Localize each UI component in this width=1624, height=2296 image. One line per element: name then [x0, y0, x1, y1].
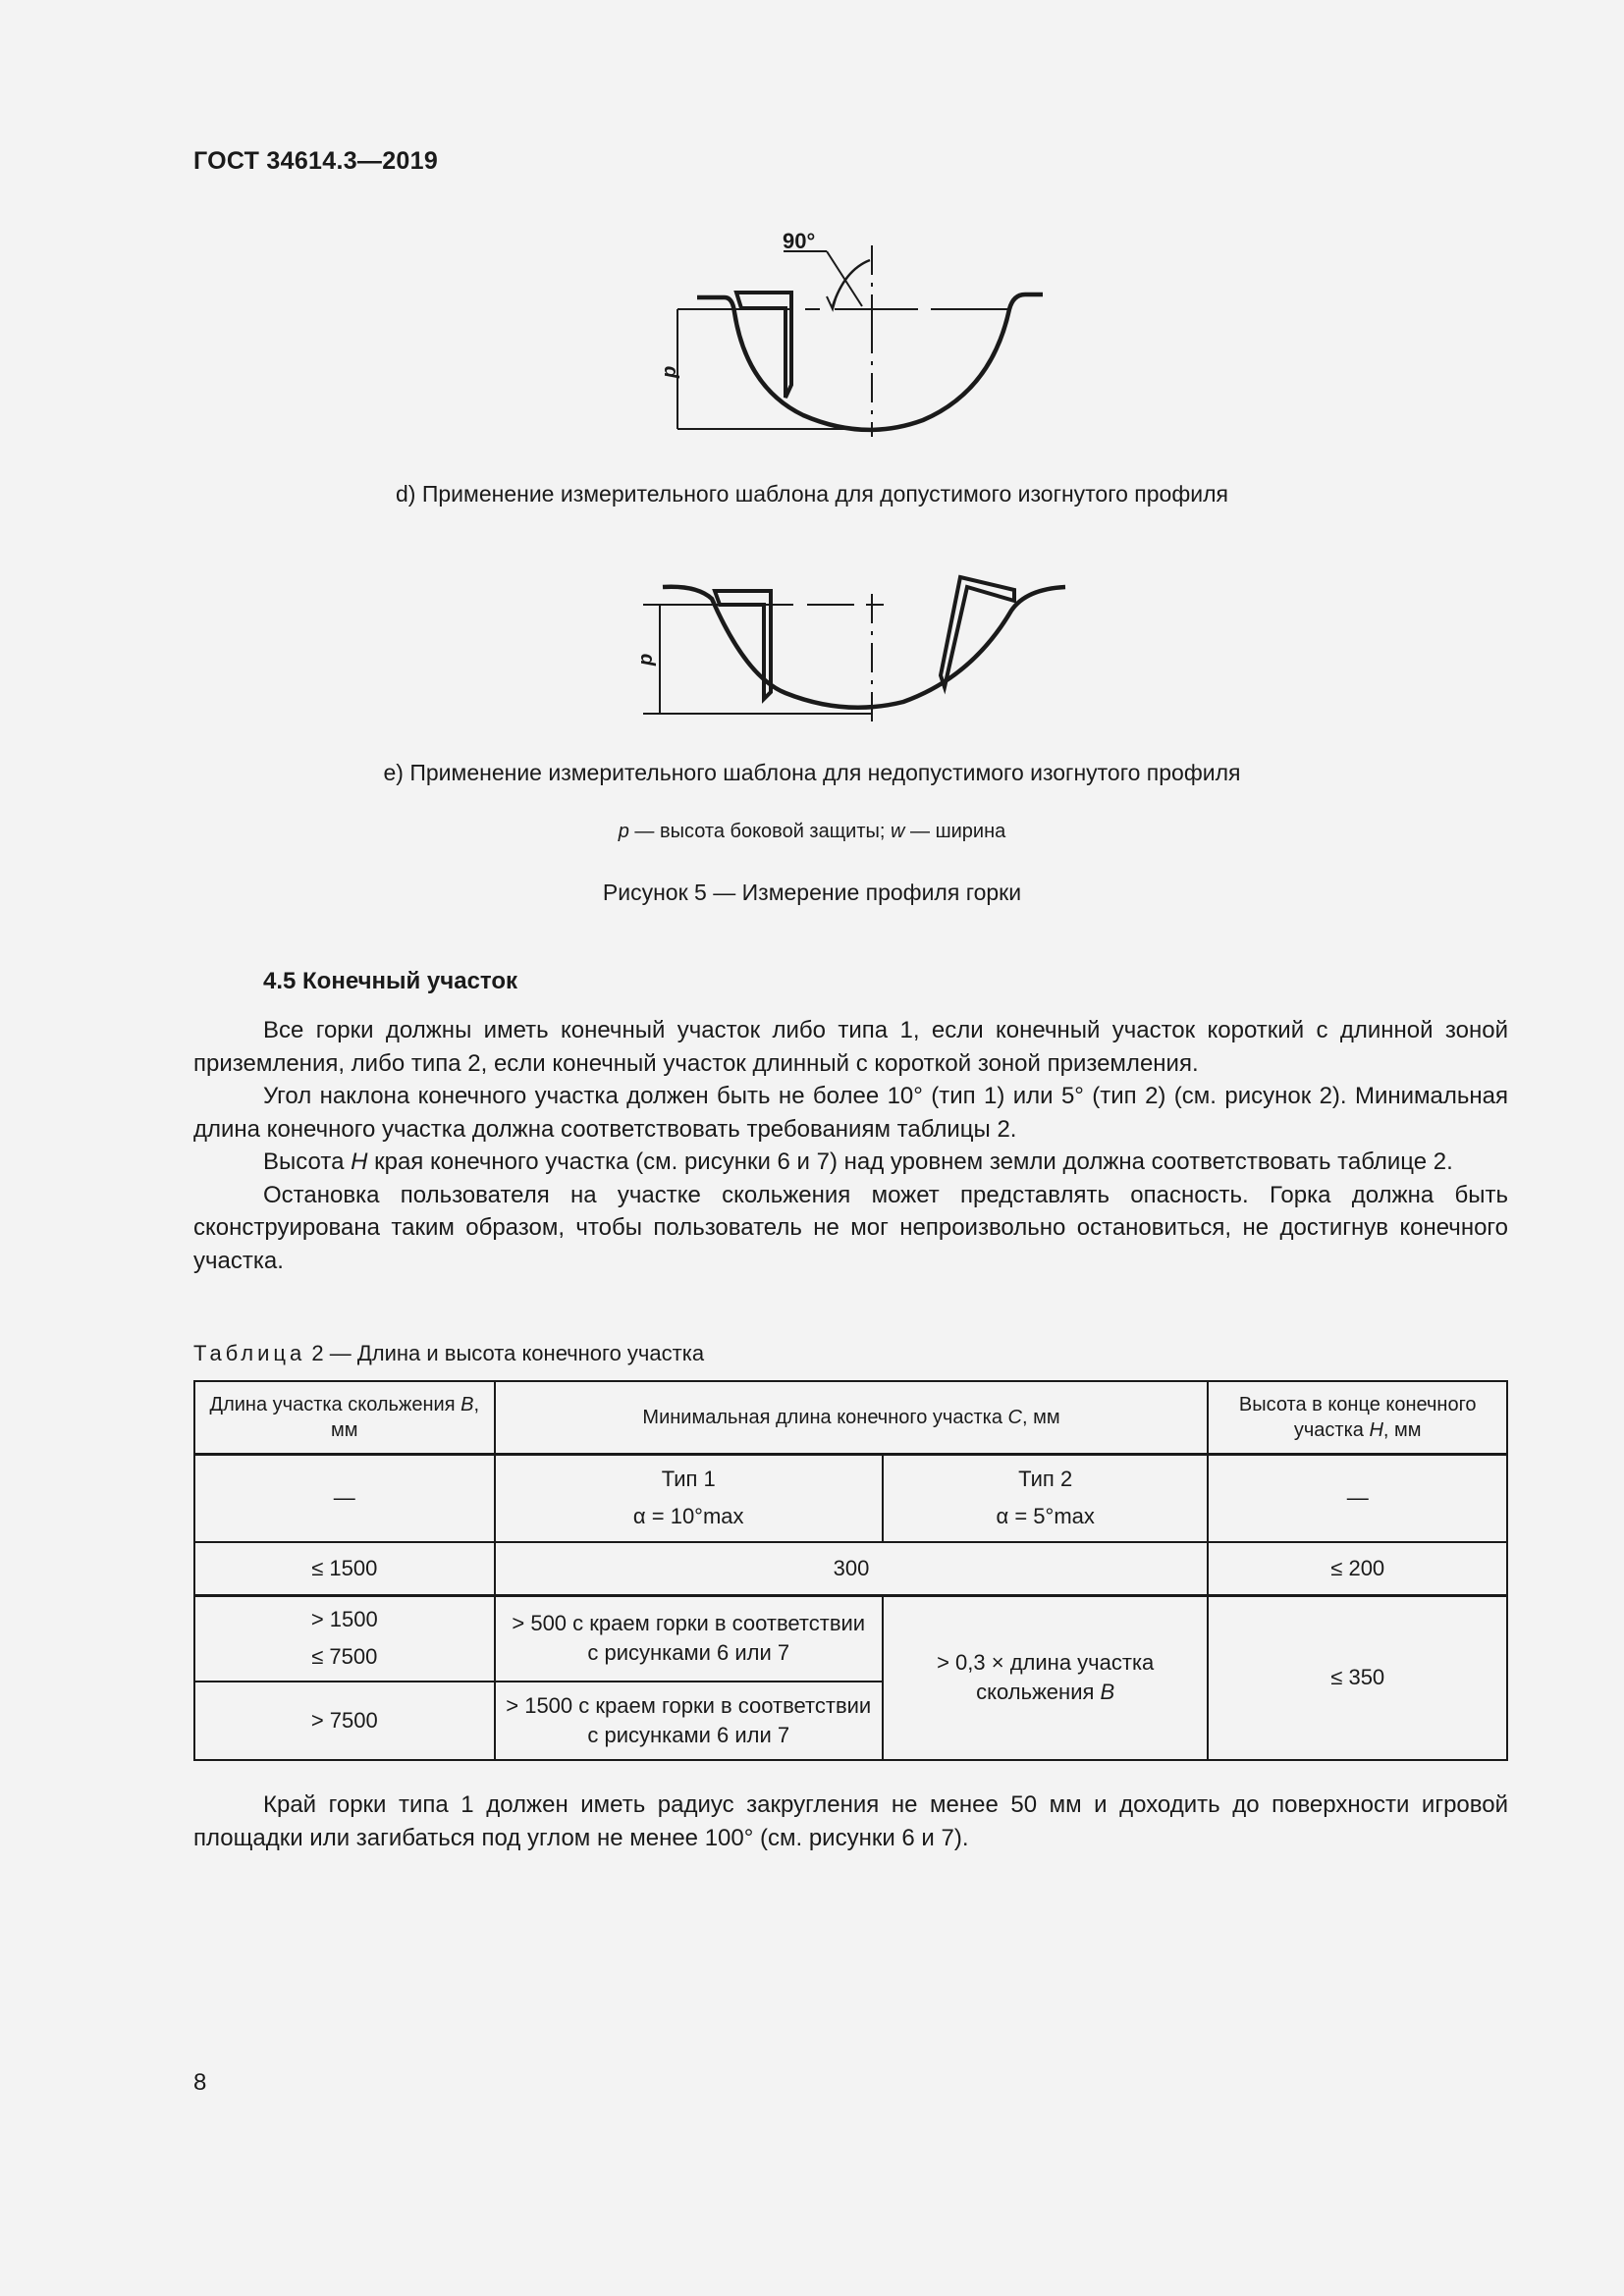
- table-cell: > 7500: [194, 1682, 495, 1760]
- header-min-length: Минимальная длина конечного участка C, мм: [495, 1381, 1209, 1454]
- figure-legend: [0, 821, 1624, 843]
- table-cell: > 1500 ≤ 7500: [194, 1595, 495, 1682]
- paragraph-1: Все горки должны иметь конечный участок либо типа 1, если конечный участок короткий с длинной зоной приземления, либо типа 2, если конечный участок длинный с короткой зоной приземления.: [193, 1017, 1508, 1077]
- figure-e-diagram: [628, 564, 1080, 731]
- table-cell: > 1500 с краем горки в соответствии с рисунками 6 или 7: [495, 1682, 883, 1760]
- table-header-row: [194, 1381, 1507, 1454]
- closing-paragraph: Край горки типа 1 должен иметь радиус закругления не менее 50 мм и доходить до поверхности игровой площадки или загибаться под углом не менее 100° (см. рисунки 6 и 7).: [193, 1791, 1508, 1851]
- table-row: [194, 1454, 1507, 1542]
- table-cell: Тип 1 α = 10°max: [495, 1454, 883, 1542]
- figure-d-dim-label: p: [659, 365, 680, 378]
- figure-d-diagram: [628, 221, 1060, 447]
- figure-d-caption: d) Применение измерительного шаблона для допустимого изогнутого профиля: [396, 481, 1228, 507]
- table-cell: 300: [495, 1542, 1209, 1595]
- paragraph-2: Угол наклона конечного участка должен быть не более 10° (тип 1) или 5° (тип 2) (см. рисунок 2). Минимальная длина конечного участка должна соответствовать требованиям таблицы 2.: [193, 1083, 1508, 1143]
- section-body: [193, 1014, 1508, 1277]
- table-row: [194, 1595, 1507, 1682]
- end-section-table: [193, 1380, 1508, 1761]
- table-cell: ≤ 350: [1208, 1595, 1507, 1760]
- legend-p-text: — высота боковой защиты;: [628, 821, 891, 842]
- table-cell: > 0,3 × длина участка скольжения B: [883, 1595, 1209, 1760]
- figure-e-dim-label: p: [635, 653, 657, 666]
- table-cell: Тип 2 α = 5°max: [883, 1454, 1209, 1542]
- symbol-H: H: [351, 1148, 368, 1175]
- paragraph-4: Остановка пользователя на участке скольжения может представлять опасность. Горка должна быть сконструирована таким образом, чтобы пользователь не мог непроизвольно остановиться, не достигнув конечного участка.: [193, 1181, 1508, 1274]
- header-slide-length: Длина участка скольжения B, мм: [194, 1381, 495, 1454]
- table-row: [194, 1542, 1507, 1595]
- section-heading: 4.5 Конечный участок: [263, 968, 518, 994]
- table-caption: Таблица 2 — Длина и высота конечного участка: [193, 1341, 705, 1365]
- legend-w-symbol: w: [891, 821, 905, 842]
- paragraph-3: Высота H края конечного участка (см. рисунки 6 и 7) над уровнем земли должна соответствовать таблице 2.: [263, 1148, 1453, 1175]
- figure-title: Рисунок 5 — Измерение профиля горки: [602, 880, 1022, 905]
- page-number: 8: [193, 2069, 207, 2096]
- header-end-height: Высота в конце конечного участка H, мм: [1208, 1381, 1507, 1454]
- figure-e-caption: e) Применение измерительного шаблона для недопустимого изогнутого профиля: [383, 760, 1241, 785]
- document-header: ГОСТ 34614.3—2019: [193, 147, 439, 175]
- legend-p-symbol: p: [618, 821, 629, 842]
- legend-w-text: — ширина: [904, 821, 1006, 842]
- table-cell: ≤ 200: [1208, 1542, 1507, 1595]
- table-cell: —: [1208, 1454, 1507, 1542]
- table-cell: —: [194, 1454, 495, 1542]
- table-cell: ≤ 1500: [194, 1542, 495, 1595]
- figure-d-angle-label: 90°: [783, 229, 816, 253]
- table-cell: > 500 с краем горки в соответствии с рисунками 6 или 7: [495, 1595, 883, 1682]
